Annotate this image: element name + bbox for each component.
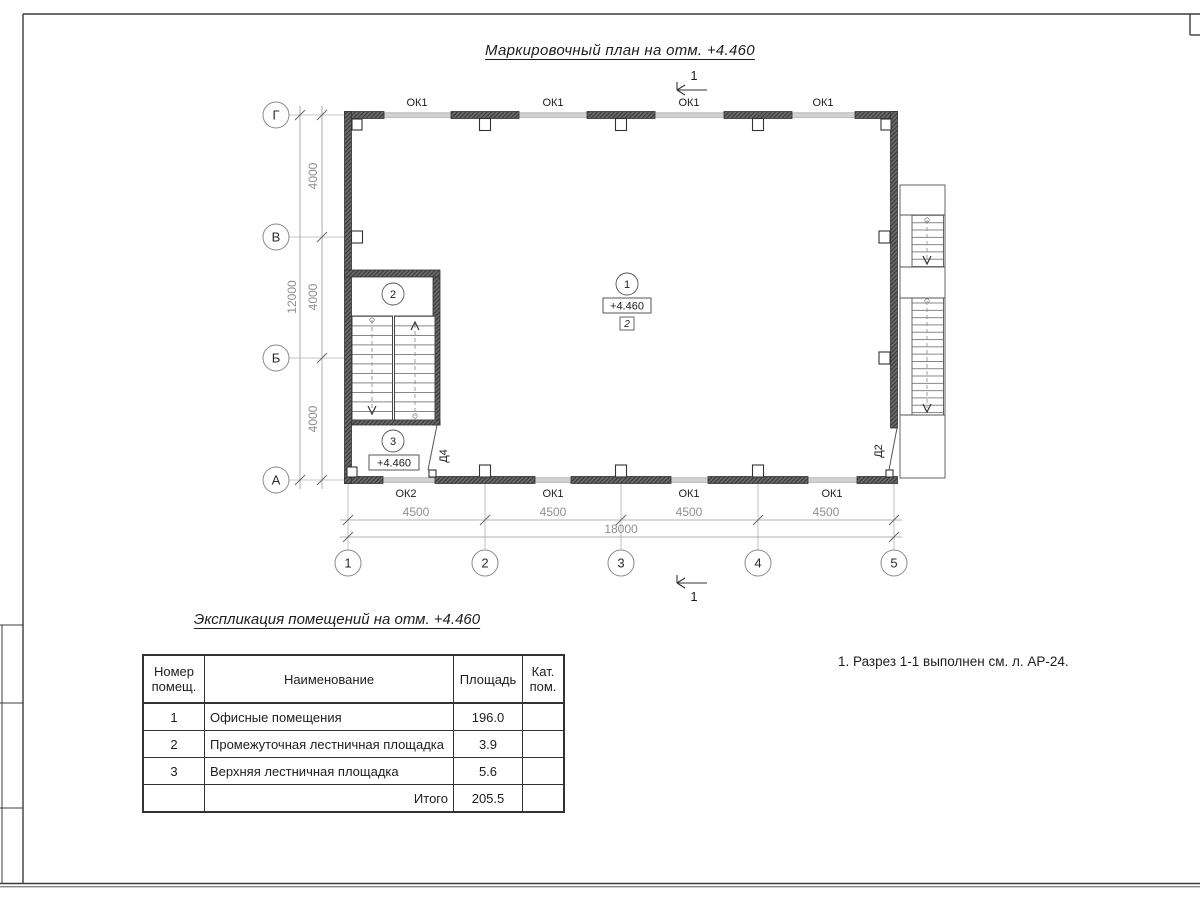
plan-title: Маркировочный план на отм. +4.460: [485, 42, 755, 59]
col-header-name: Наименование: [205, 655, 454, 703]
room-name: Офисные помещения: [205, 703, 454, 731]
dim-18000: 18000: [604, 522, 638, 536]
axis-2: 2: [481, 555, 489, 571]
col-header-number: Номер помещ.: [143, 655, 205, 703]
room1-number: 1: [623, 279, 631, 291]
walls: [345, 112, 898, 484]
room-number: 2: [143, 731, 205, 758]
doors: [428, 425, 897, 470]
room1-floor-type: 2: [624, 319, 630, 330]
section-mark-labels: [690, 68, 697, 604]
win-ok1-t2: ОК1: [542, 97, 564, 109]
room-cat: [523, 703, 565, 731]
axis-1: 1: [344, 555, 352, 571]
total-cat-cell: [523, 785, 565, 813]
dim-4500-3: 4500: [675, 505, 703, 519]
room-area: 196.0: [454, 703, 523, 731]
room-number: 3: [143, 758, 205, 785]
win-ok1-b4: ОК1: [821, 488, 843, 500]
room2-number: 2: [389, 289, 397, 301]
axis-4: 4: [754, 555, 762, 571]
axis-5: 5: [890, 555, 898, 571]
schedule-total-row: [143, 785, 564, 813]
dim-4000-1: 4000: [306, 162, 320, 190]
room3-number: 3: [389, 436, 397, 448]
win-ok1-b2: ОК1: [542, 488, 564, 500]
room-number: 1: [143, 703, 205, 731]
schedule-header-row: [143, 655, 564, 703]
win-ok2-b1: ОК2: [395, 488, 417, 500]
door-d2-label: Д2: [873, 444, 885, 458]
section-label-bottom: 1: [690, 589, 698, 604]
room-area: 3.9: [454, 731, 523, 758]
axis-g: Г: [272, 107, 280, 123]
room3-elevation: +4.460: [377, 457, 411, 470]
axis-3: 3: [617, 555, 625, 571]
room-schedule-table: [142, 654, 565, 813]
win-ok1-b3: ОК1: [678, 488, 700, 500]
win-ok1-t1: ОК1: [406, 97, 428, 109]
room-cat: [523, 758, 565, 785]
win-ok1-t3: ОК1: [678, 97, 700, 109]
door-labels: [438, 444, 885, 463]
dim-12000: 12000: [285, 280, 299, 314]
dim-4000-3: 4000: [306, 405, 320, 433]
section-note: 1. Разрез 1-1 выполнен см. л. АР-24.: [838, 654, 1069, 669]
total-label: Итого: [205, 785, 454, 813]
room-cat: [523, 731, 565, 758]
schedule-title: Экспликация помещений на отм. +4.460: [193, 611, 481, 628]
win-ok1-t4: ОК1: [812, 97, 834, 109]
axis-b: Б: [271, 350, 281, 366]
axis-a: А: [271, 472, 281, 488]
exterior-stair: [900, 185, 945, 478]
col-header-cat: Кат. пом.: [523, 655, 565, 703]
room-name: Промежуточная лестничная площадка: [205, 731, 454, 758]
dim-4500-2: 4500: [539, 505, 567, 519]
room1-elevation: +4.460: [610, 300, 644, 313]
room-name: Верхняя лестничная площадка: [205, 758, 454, 785]
col-header-area: Площадь: [454, 655, 523, 703]
door-d4-label: Д4: [438, 449, 450, 463]
total-area: 205.5: [454, 785, 523, 813]
room-area: 5.6: [454, 758, 523, 785]
schedule-row: [143, 758, 564, 785]
interior-stair: [352, 316, 435, 420]
axis-v: В: [271, 229, 281, 245]
dim-4500-1: 4500: [402, 505, 430, 519]
dim-4000-2: 4000: [306, 283, 320, 311]
total-empty-cell: [143, 785, 205, 813]
dim-4500-4: 4500: [812, 505, 840, 519]
section-label-top: 1: [690, 68, 698, 83]
schedule-row: [143, 703, 564, 731]
schedule-row: [143, 731, 564, 758]
